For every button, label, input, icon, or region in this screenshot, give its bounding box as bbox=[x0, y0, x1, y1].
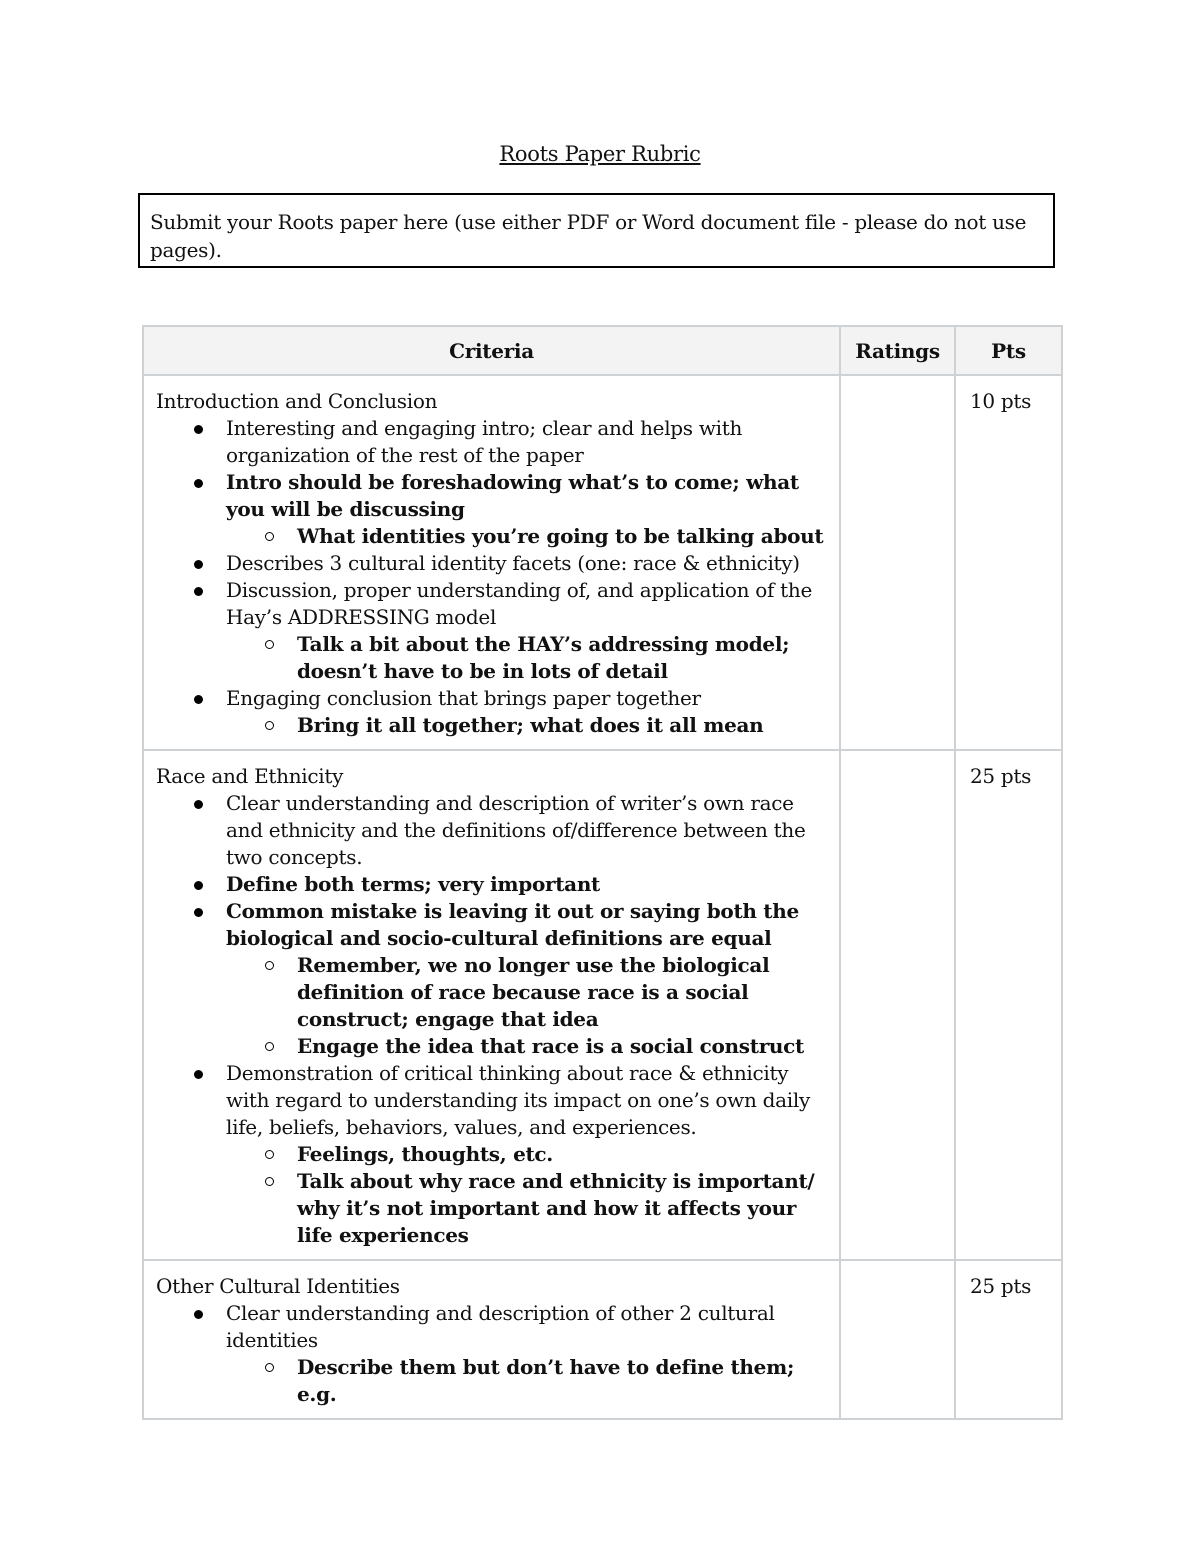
ratings-header: Ratings bbox=[840, 326, 955, 375]
submit-instructions: Submit your Roots paper here (use either PDF or Word document file - please do not use pages). bbox=[138, 193, 1055, 268]
list-item bbox=[226, 898, 827, 1060]
criterion-title: Other Cultural Identities bbox=[156, 1274, 400, 1298]
list-item bbox=[226, 685, 827, 739]
rubric-body bbox=[143, 375, 1062, 1419]
points-cell: 10 pts bbox=[955, 375, 1062, 750]
criterion-title: Race and Ethnicity bbox=[156, 764, 344, 788]
list-item-text: Discussion, proper understanding of, and application of the Hay’s ADDRESSING model bbox=[226, 578, 813, 629]
sub-list bbox=[226, 712, 827, 739]
ratings-cell bbox=[840, 375, 955, 750]
table-row bbox=[143, 1260, 1062, 1419]
list-item-text: Demonstration of critical thinking about race & ethnicity with regard to understanding its impact on one’s own daily life, beliefs, behaviors, values, and experiences. bbox=[226, 1061, 810, 1139]
points-cell: 25 pts bbox=[955, 1260, 1062, 1419]
list-item bbox=[226, 469, 827, 550]
criteria-header: Criteria bbox=[143, 326, 840, 375]
list-item-text: Engaging conclusion that brings paper together bbox=[226, 686, 701, 710]
sub-list-item: Feelings, thoughts, etc. bbox=[297, 1141, 827, 1168]
list-item-text: Define both terms; very important bbox=[226, 872, 600, 896]
list-item bbox=[226, 577, 827, 685]
criterion-list bbox=[156, 415, 827, 739]
list-item bbox=[226, 550, 827, 577]
sub-list bbox=[226, 952, 827, 1060]
table-row bbox=[143, 750, 1062, 1260]
criterion-list bbox=[156, 1300, 827, 1408]
sub-list-item: Remember, we no longer use the biological definition of race because race is a social construct; engage that idea bbox=[297, 952, 827, 1033]
list-item-text: Common mistake is leaving it out or saying both the biological and socio-cultural definitions are equal bbox=[226, 899, 799, 950]
criterion-list bbox=[156, 790, 827, 1249]
sub-list-item: Engage the idea that race is a social construct bbox=[297, 1033, 827, 1060]
points-cell: 25 pts bbox=[955, 750, 1062, 1260]
sub-list-item: Describe them but don’t have to define them; e.g. bbox=[297, 1354, 827, 1408]
list-item bbox=[226, 415, 827, 469]
ratings-cell bbox=[840, 750, 955, 1260]
pts-header: Pts bbox=[955, 326, 1062, 375]
list-item-text: Describes 3 cultural identity facets (one: race & ethnicity) bbox=[226, 551, 800, 575]
ratings-cell bbox=[840, 1260, 955, 1419]
sub-list bbox=[226, 1141, 827, 1249]
list-item bbox=[226, 871, 827, 898]
list-item-text: Clear understanding and description of other 2 cultural identities bbox=[226, 1301, 775, 1352]
sub-list bbox=[226, 631, 827, 685]
header-row bbox=[143, 326, 1062, 375]
table-row bbox=[143, 375, 1062, 750]
list-item-text: Clear understanding and description of writer’s own race and ethnicity and the definitions of/difference between the two concepts. bbox=[226, 791, 806, 869]
sub-list-item: What identities you’re going to be talking about bbox=[297, 523, 827, 550]
sub-list bbox=[226, 1354, 827, 1408]
list-item bbox=[226, 1060, 827, 1249]
sub-list-item: Talk a bit about the HAY’s addressing model; doesn’t have to be in lots of detail bbox=[297, 631, 827, 685]
criteria-cell bbox=[143, 1260, 840, 1419]
criterion-title: Introduction and Conclusion bbox=[156, 389, 438, 413]
sub-list-item: Talk about why race and ethnicity is important/ why it’s not important and how it affects your life experiences bbox=[297, 1168, 827, 1249]
list-item-text: Intro should be foreshadowing what’s to come; what you will be discussing bbox=[226, 470, 799, 521]
list-item bbox=[226, 790, 827, 871]
page-title: Roots Paper Rubric bbox=[499, 142, 701, 166]
criteria-cell bbox=[143, 375, 840, 750]
list-item-text: Interesting and engaging intro; clear and helps with organization of the rest of the paper bbox=[226, 416, 743, 467]
sub-list-item: Bring it all together; what does it all mean bbox=[297, 712, 827, 739]
sub-list bbox=[226, 523, 827, 550]
rubric-table bbox=[142, 325, 1063, 1420]
list-item bbox=[226, 1300, 827, 1408]
criteria-cell bbox=[143, 750, 840, 1260]
